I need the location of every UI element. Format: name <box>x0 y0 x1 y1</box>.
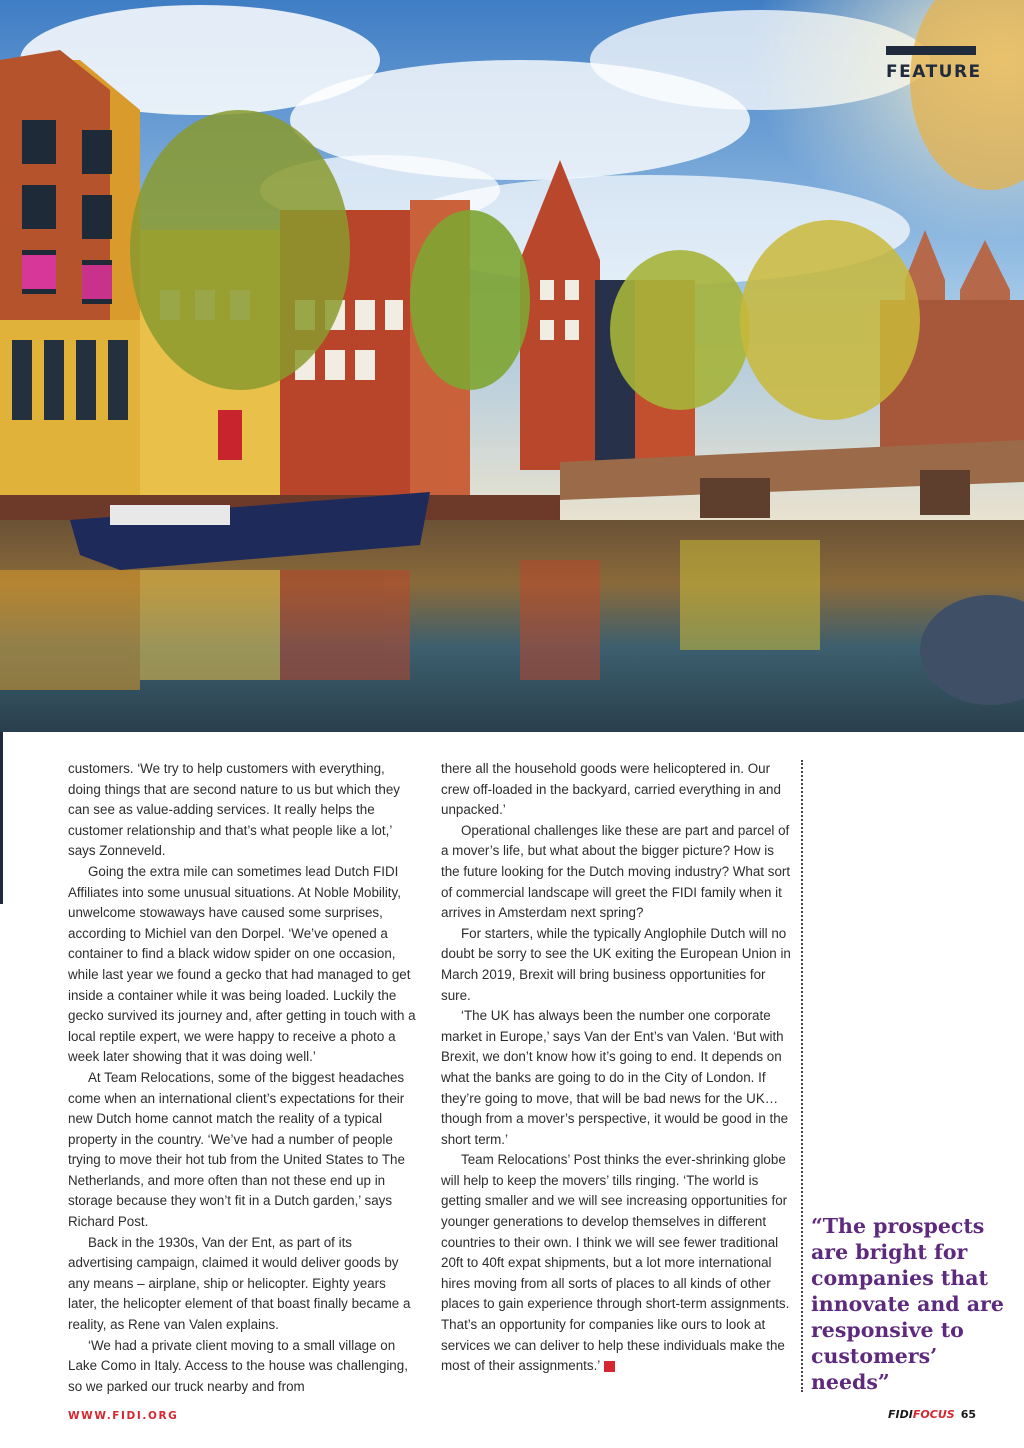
paragraph: there all the household goods were helicoptered in. Our crew off-loaded in the backyard, carried everything in and unpacked.’ <box>441 761 781 818</box>
paragraph: Operational challenges like these are part and parcel of a mover’s life, but what about the bigger picture? How is the future looking for the Dutch moving industry? What sort of commercial landscape will greet the FIDI family when it arrives in Amsterdam next spring? <box>441 822 791 921</box>
paragraph: For starters, while the typically Anglophile Dutch will no doubt be sorry to see the UK exiting the European Union in March 2019, Brexit will bring business opportunities for sure. <box>441 925 791 1003</box>
end-mark-icon: FF <box>604 1361 615 1372</box>
paragraph: Back in the 1930s, Van der Ent, as part of its advertising campaign, claimed it would deliver goods by any means – airplane, ship or helicopter. Eighty years later, the helicopter element of that boast finally became a reality, as Rene van Valen explains. <box>68 1234 411 1333</box>
paragraph: Going the extra mile can sometimes lead Dutch FIDI Affiliates into some unusual situations. At Noble Mobility, unwelcome stowaways have caused some surprises, according to Michiel van den Dorpel. ‘We’ve opened a container to find a black widow spider on one occasion, while last year we found a gecko that had managed to get inside a container while it was being loaded. Luckily the gecko survived its journey and, after getting in touch with a local reptile expert, we were happy to receive a photo a week later showing that it was doing well.’ <box>68 863 416 1065</box>
article-column-1 <box>68 759 418 1397</box>
paragraph: ‘We had a private client moving to a small village on Lake Como in Italy. Access to the house was challenging, so we parked our truck nearby and from <box>68 1337 408 1394</box>
brand-fidi: FIDI <box>888 1408 913 1421</box>
footer-url[interactable]: WWW.FIDI.ORG <box>68 1410 179 1422</box>
paragraph: ‘The UK has always been the number one corporate market in Europe,’ says Van der Ent’s van Valen. ‘But with Brexit, we don’t know how it’s going to end. It depends on what the banks are going to do in the City of London. If they’re going to move, that will be bad news for the UK… though from a mover’s perspective, it would be good in the short term.’ <box>441 1008 789 1147</box>
paragraph-text: Team Relocations’ Post thinks the ever-shrinking globe will help to keep the movers’ tills ringing. ‘The world is getting smaller and we will see increasing opportunities for younger generations to develop themselves in different countries to their own. I think we will see fewer traditional 20ft to 40ft expat shipments, but a lot more international hires moving from all sorts of places to all kinds of other places to gain experience through short-term assignments. That’s an opportunity for companies like ours to look at services we can deliver to help these individuals make the most of their assignments.’ <box>441 1152 790 1374</box>
section-label: FEATURE <box>886 62 982 82</box>
pull-quote: “The prospects are bright for companies that innovate and are responsive to customers’ needs” <box>811 1214 1004 1394</box>
page-number: 65 <box>960 1408 976 1421</box>
article-column-2 <box>441 759 791 1377</box>
brand-focus: FOCUS <box>912 1408 955 1421</box>
left-edge-rule <box>0 732 3 904</box>
feature-bar <box>886 46 976 55</box>
paragraph-last <box>441 1150 791 1377</box>
footer-brand <box>888 1408 976 1421</box>
paragraph: customers. ‘We try to help customers with everything, doing things that are second nature to us but which they can see as value-adding services. It really helps the customer relationship and that’s what people like a lot,’ says Zonneveld. <box>68 761 401 859</box>
column-divider <box>801 760 803 1392</box>
paragraph: At Team Relocations, some of the biggest headaches come when an international client’s expectations for their new Dutch home cannot match the reality of a typical property in the country. ‘We’ve had a number of people trying to move their hot tub from the United States to The Netherlands, and more often than not these end up in storage because they won’t fit in a Dutch garden,’ says Richard Post. <box>68 1069 405 1230</box>
